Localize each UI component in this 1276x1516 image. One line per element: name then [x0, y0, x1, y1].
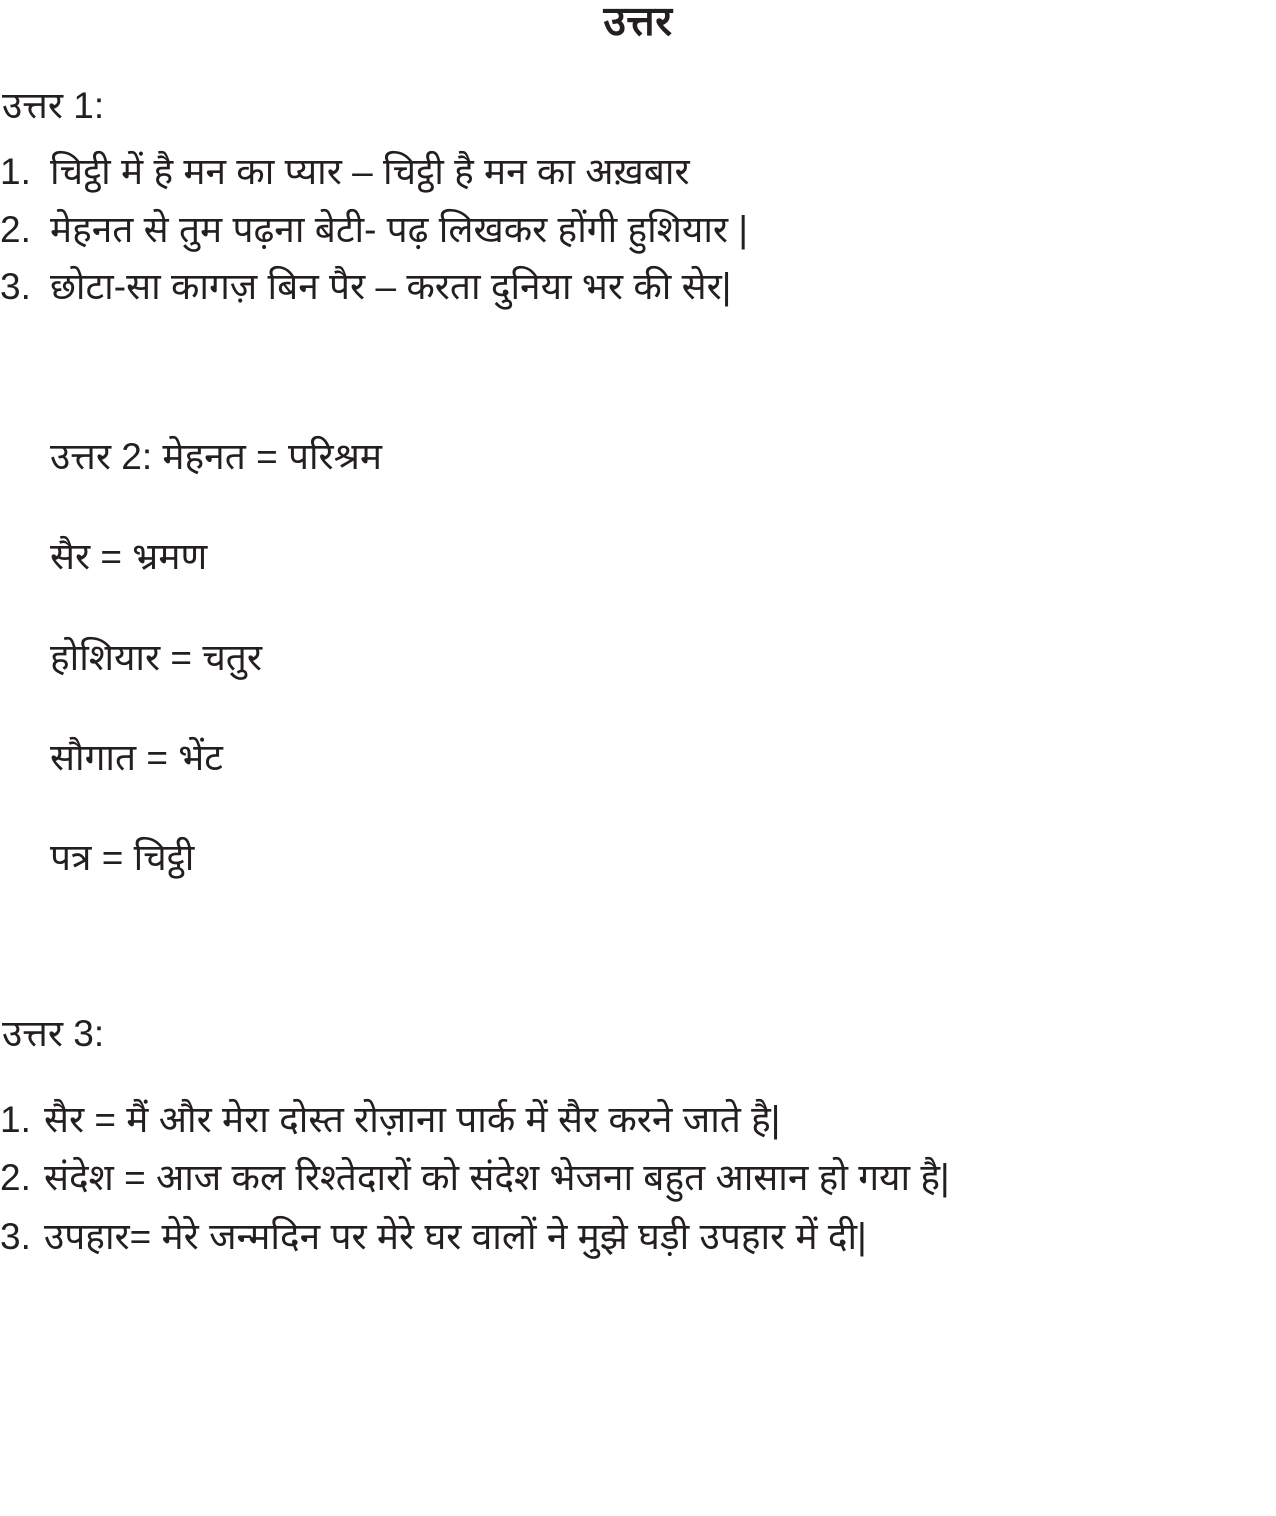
list-item: [0, 1092, 1276, 1148]
answer2-line: होशियार = चतुर: [50, 636, 263, 678]
list-item-text: मेहनत से तुम पढ़ना बेटी- पढ़ लिखकर होंगी हुशियार |: [50, 208, 748, 250]
answer2-block: [0, 433, 1276, 881]
list-item: [0, 1209, 1276, 1265]
list-item: [0, 201, 1276, 258]
answer2-line: सौगात = भेंट: [50, 736, 223, 778]
list-item: [0, 258, 1276, 315]
list-item: [0, 1150, 1276, 1206]
answer1-heading: उत्तर 1:: [2, 85, 105, 127]
list-item-text: छोटा-सा कागज़ बिन पैर – करता दुनिया भर की सेर|: [50, 265, 732, 307]
page-title: उत्तर: [603, 0, 673, 44]
list-item-number: 3.: [0, 1215, 31, 1257]
answer2-line: पत्र = चिट्ठी: [50, 836, 195, 878]
list-item: [0, 143, 1276, 200]
list-item-number: 2.: [0, 208, 31, 250]
list-item-number: 2.: [0, 1157, 31, 1199]
answer2-heading-line: उत्तर 2: मेहनत = परिश्रम: [50, 436, 383, 478]
list-item-text: सैर = मैं और मेरा दोस्त रोज़ाना पार्क में सैर करने जाते है|: [44, 1099, 781, 1141]
list-item-text: संदेश = आज कल रिश्तेदारों को संदेश भेजना बहुत आसान हो गया है|: [44, 1157, 950, 1199]
answer3-heading: उत्तर 3:: [2, 1012, 105, 1054]
answer3-list: [0, 1092, 1276, 1265]
list-item-number: 3.: [0, 265, 31, 307]
list-item-text: उपहार= मेरे जन्मदिन पर मेरे घर वालों ने मुझे घड़ी उपहार में दी|: [44, 1215, 867, 1257]
list-item-text: चिट्ठी में है मन का प्यार – चिट्ठी है मन का अख़बार: [50, 151, 690, 193]
answer2-line: सैर = भ्रमण: [50, 536, 208, 578]
list-item-number: 1.: [0, 151, 31, 193]
list-item-number: 1.: [0, 1099, 31, 1141]
answer1-list: [0, 143, 1276, 315]
